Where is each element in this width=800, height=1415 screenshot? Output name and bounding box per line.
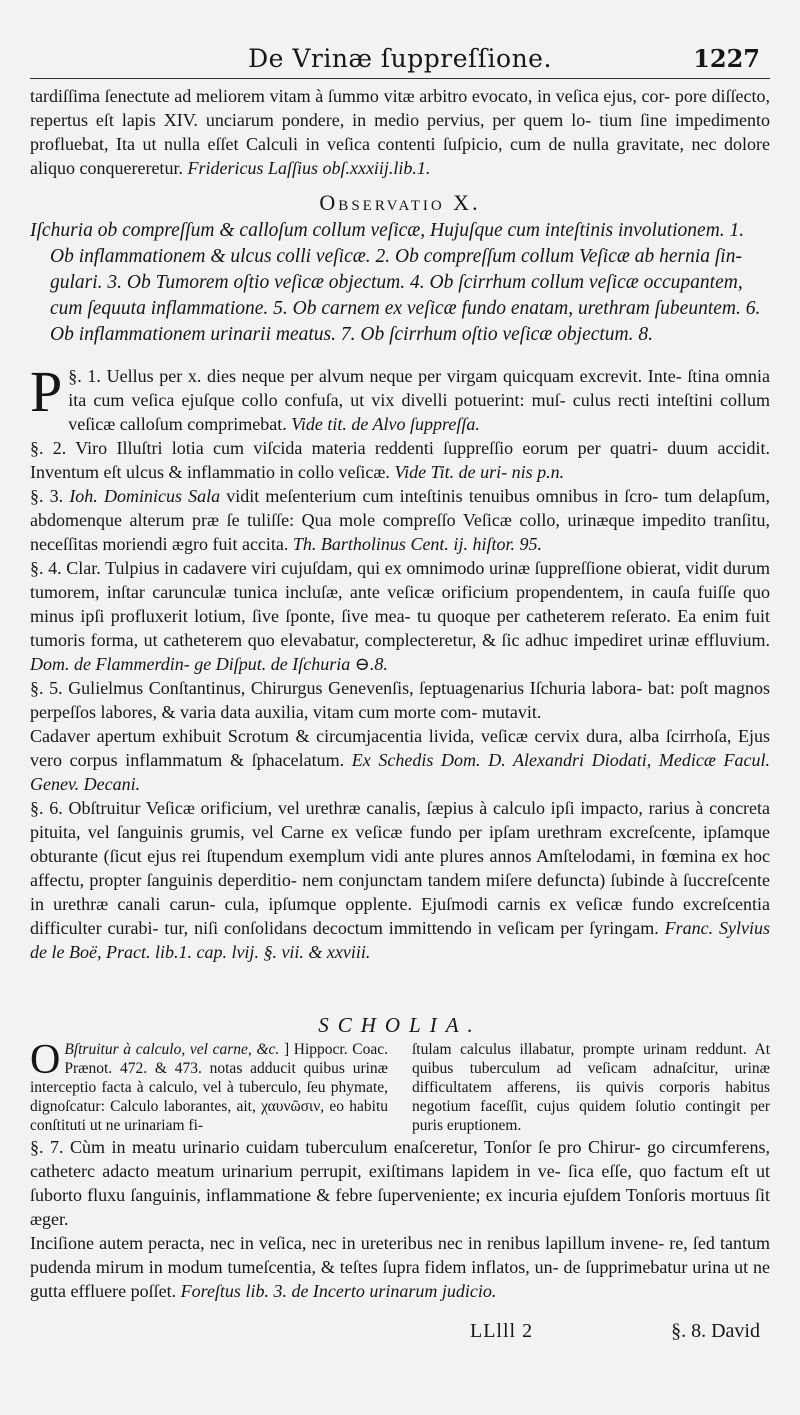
scholia-lemma: Bſtruitur à calculo, vel carne, &c. [64, 1041, 280, 1058]
intro-paragraph [30, 84, 770, 180]
section-number: §. 4. [30, 558, 62, 578]
intro-line: cum de nulla gravitate, nec dolore aliquo conquereretur. [30, 134, 770, 178]
observatio-summary [30, 218, 770, 348]
intro-line: tardiſſima ſenectute ad meliorem vitam à ſummo vitæ arbitro evocato, in veſica ejus, cor- [30, 86, 671, 106]
section-text: Cùm in meatu urinario cuidam tuberculum enaſceretur, Tonſor ſe pro Chirur- go circumferens, catheterc adacto meatum urinarium perrupit, exiſtimans lapidem in ve- ſica eſſe, quo factum eſt ut ſuborto fluxu ſanguinis, inflammatione & febre ſuperveniente; ex incuria ejuſdem Tonſoris mortuus ſit æger. [30, 1137, 771, 1229]
section-5 [30, 676, 770, 724]
summary-line: cum ſequuta inflammatione. 5. Ob carnem ex veſicæ fundo enatam, urethram ſubeuntem. 6. [50, 298, 761, 319]
section-number: §. 1. [68, 366, 101, 386]
section-citation: Foreſtus lib. 3. de Incerto urinarum judicio. [180, 1281, 497, 1301]
scholia-heading: SCHOLIA. [318, 1013, 482, 1037]
page-number: 1227 [693, 44, 760, 73]
section-text: Viro Illuſtri lotia cum viſcida materia reddenti ſuppreſſio eorum per quatri- duum accidit. Inventum eſt ulcus & inflammatio in collo veſicæ. [30, 438, 770, 482]
section-lead-author: Ioh. Dominicus Sala [69, 486, 221, 506]
summary-line: Ob inflammationem & ulcus colli veſicæ. 2. Ob compreſſum collum Veſicæ ab hernia ſin- [50, 246, 742, 267]
scholia-text: ] Hippocr. Coac. Prænot. 472. & 473. notas adducit quibus urinæ interceptio facta à calculo, vel à tuberculo, ſeu phymate, dignoſcatur: Calculo laborantes, ait, χαυνῶσιν, eo habitu conſtituti ut ne urinariam fi- [30, 1041, 388, 1134]
section-text: Clar. Tulpius in cadavere viri cujuſdam, qui ex omnimodo urinæ ſuppreſſione obierat, vidit durum tumorem, inſtar carunculæ tunica incluſæ, ante veſicæ orificium propendentem, in cauſa fuiſſe quo minus ipſi profluxerit lotium, ſive ſponte, ſive mea- tu quoque per catheterem reſerato. Ea enim fuit tumoris forma, ut catheterem quo elevabatur, complecteretur, & ſic adhuc impediret urinæ effluvium. [30, 558, 770, 650]
scholia-text: ſtulam calculus illabatur, prompte urinam reddunt. At quibus tuberculum ad veſicam adnaſcitur, urinæ difficultatem afferens, iis quivis corporis habitus negotium faceſſit, cujus quidem ſolutio contingit per puris eruptionem. [412, 1041, 770, 1134]
summary-line: Ob inflammationem urinarii meatus. 7. Ob ſcirrhum oſtio veſicæ objectum. 8. [50, 324, 654, 345]
section-5-continued [30, 724, 770, 796]
signature-mark: LLlll 2 [470, 1320, 534, 1342]
section-citation: Vide Tit. de uri- nis p.n. [394, 462, 565, 482]
section-citation: Th. Bartholinus Cent. ij. hiſtor. 95. [292, 534, 542, 554]
catchword: §. 8. David [671, 1320, 760, 1342]
section-text: vidit meſenterium cum inteſtinis tenuibus omnibus in ſcro- tum delapſum, abdomenque alterum præ ſe tuliſſe: Qua mole compreſſo Veſicæ collo, urinæque impedito tranſitu, neceſſitas moriendi ægro fuit accita. [30, 486, 771, 554]
section-text: Uellus per x. dies neque per alvum neque per virgam quicquam excrevit. Inte- ſtina omnia ita cum veſica ejuſque collo confuſa, ut vix divelli potuerint: muſ- culus recti inteſtini collum veſicæ calloſum comprimebat. [68, 366, 771, 434]
summary-line: Iſchuria ob compreſſum & calloſum collum veſicæ, Hujuſque cum inteſtinis involutionem. 1. [30, 220, 745, 241]
section-citation: Ex Schedis Dom. D. Alexandri Diodati, Medicæ Facul. Genev. Decani. [30, 750, 770, 794]
scholia-left-column [30, 1037, 388, 1135]
section-citation: Vide tit. de Alvo ſuppreſſa. [291, 414, 480, 434]
running-header [0, 44, 800, 76]
scholia-right-column [412, 1040, 770, 1135]
drop-capital: P [30, 359, 63, 424]
intro-line: tium ſine impedimento profluebat, Ita ut nulla eſſet Calculi in veſica contenti ſuſpicio, [30, 110, 771, 154]
observatio-heading: Observatio X. [319, 190, 481, 215]
summary-line: gulari. 3. Ob Tumorem oſtio veſicæ objectum. 4. Ob ſcirrhum collum veſicæ occupantem, [50, 272, 743, 293]
section-7 [30, 1135, 770, 1303]
section-text: Gulielmus Conſtantinus, Chirurgus Genevenſis, ſeptuagenarius Iſchuria labora- bat: poſt magnos perpeſſos labores, & varia data auxilia, vitam cum morte com- mutavit. [30, 678, 771, 722]
intro-citation: Fridericus Laſſius obſ.xxxiij.lib.1. [187, 158, 431, 178]
section-number: §. 6. [30, 798, 63, 818]
section-number: §. 7. [30, 1137, 64, 1157]
section-number: §. 2. [30, 438, 67, 458]
running-title: De Vrinæ ſuppreſſione. [248, 44, 552, 73]
page-footer [0, 1320, 800, 1350]
section-citation: Dom. de Flammerdin- ge Diſput. de Iſchuria ⊖.8. [30, 654, 388, 674]
header-rule [30, 78, 770, 79]
section-text: Cadaver apertum exhibuit Scrotum & circumjacentia livida, veſicæ cervix dura, alba ſcirrhoſa, Ejus vero corpus inflammatum & ſphacelatum. [30, 726, 770, 770]
drop-capital: O [30, 1037, 61, 1083]
section-text: Inciſione autem peracta, nec in veſica, nec in ureteribus nec in renibus lapillum invene- re, ſed tantum pudenda mirum in modum tumeſcentia, & teſtes ſupra fidem inflatos, un- de ſupprimebatur urina ut ne gutta effluere poſſet. [30, 1233, 770, 1301]
section-number: §. 3. [30, 486, 64, 506]
section-number: §. 5. [30, 678, 63, 698]
intro-line: pore diſſecto, repertus eſt lapis XIV. unciarum pondere, in medio pervius, per quem lo- [30, 86, 771, 130]
section-1 [30, 359, 771, 436]
section-2 [30, 436, 770, 484]
section-6 [30, 796, 770, 964]
section-4 [30, 556, 770, 676]
section-3 [30, 484, 770, 556]
sections-body [30, 359, 771, 964]
section-text: Obſtruitur Veſicæ orificium, vel urethræ canalis, ſæpius à calculo ipſi impacto, rarius à concreta pituita, vel ſanguinis grumis, vel Carne ex veſicæ fundo per ipſam urethram excreſcente, ipſamque obturante (ſicut ejus rei ſtupendum exemplum vidi ante plures annos Amſtelodami, in fœmina ex hoc affectu, propter ſanguinis deperditio- nem conjunctam tandem miſere defuncta) ſubinde à ſuccreſcente in urethræ canali carun- cula, ipſumque opplente. Ejuſmodi carnis ex veſicæ fundo excreſcentia difficulter curabi- tur, niſi conſolidans decoctum immittendo in veſicam per ſyringam. [30, 798, 771, 938]
section-citation: Franc. Sylvius de le Boë, Pract. lib.1. cap. lvij. §. vii. & xxviii. [30, 918, 771, 962]
